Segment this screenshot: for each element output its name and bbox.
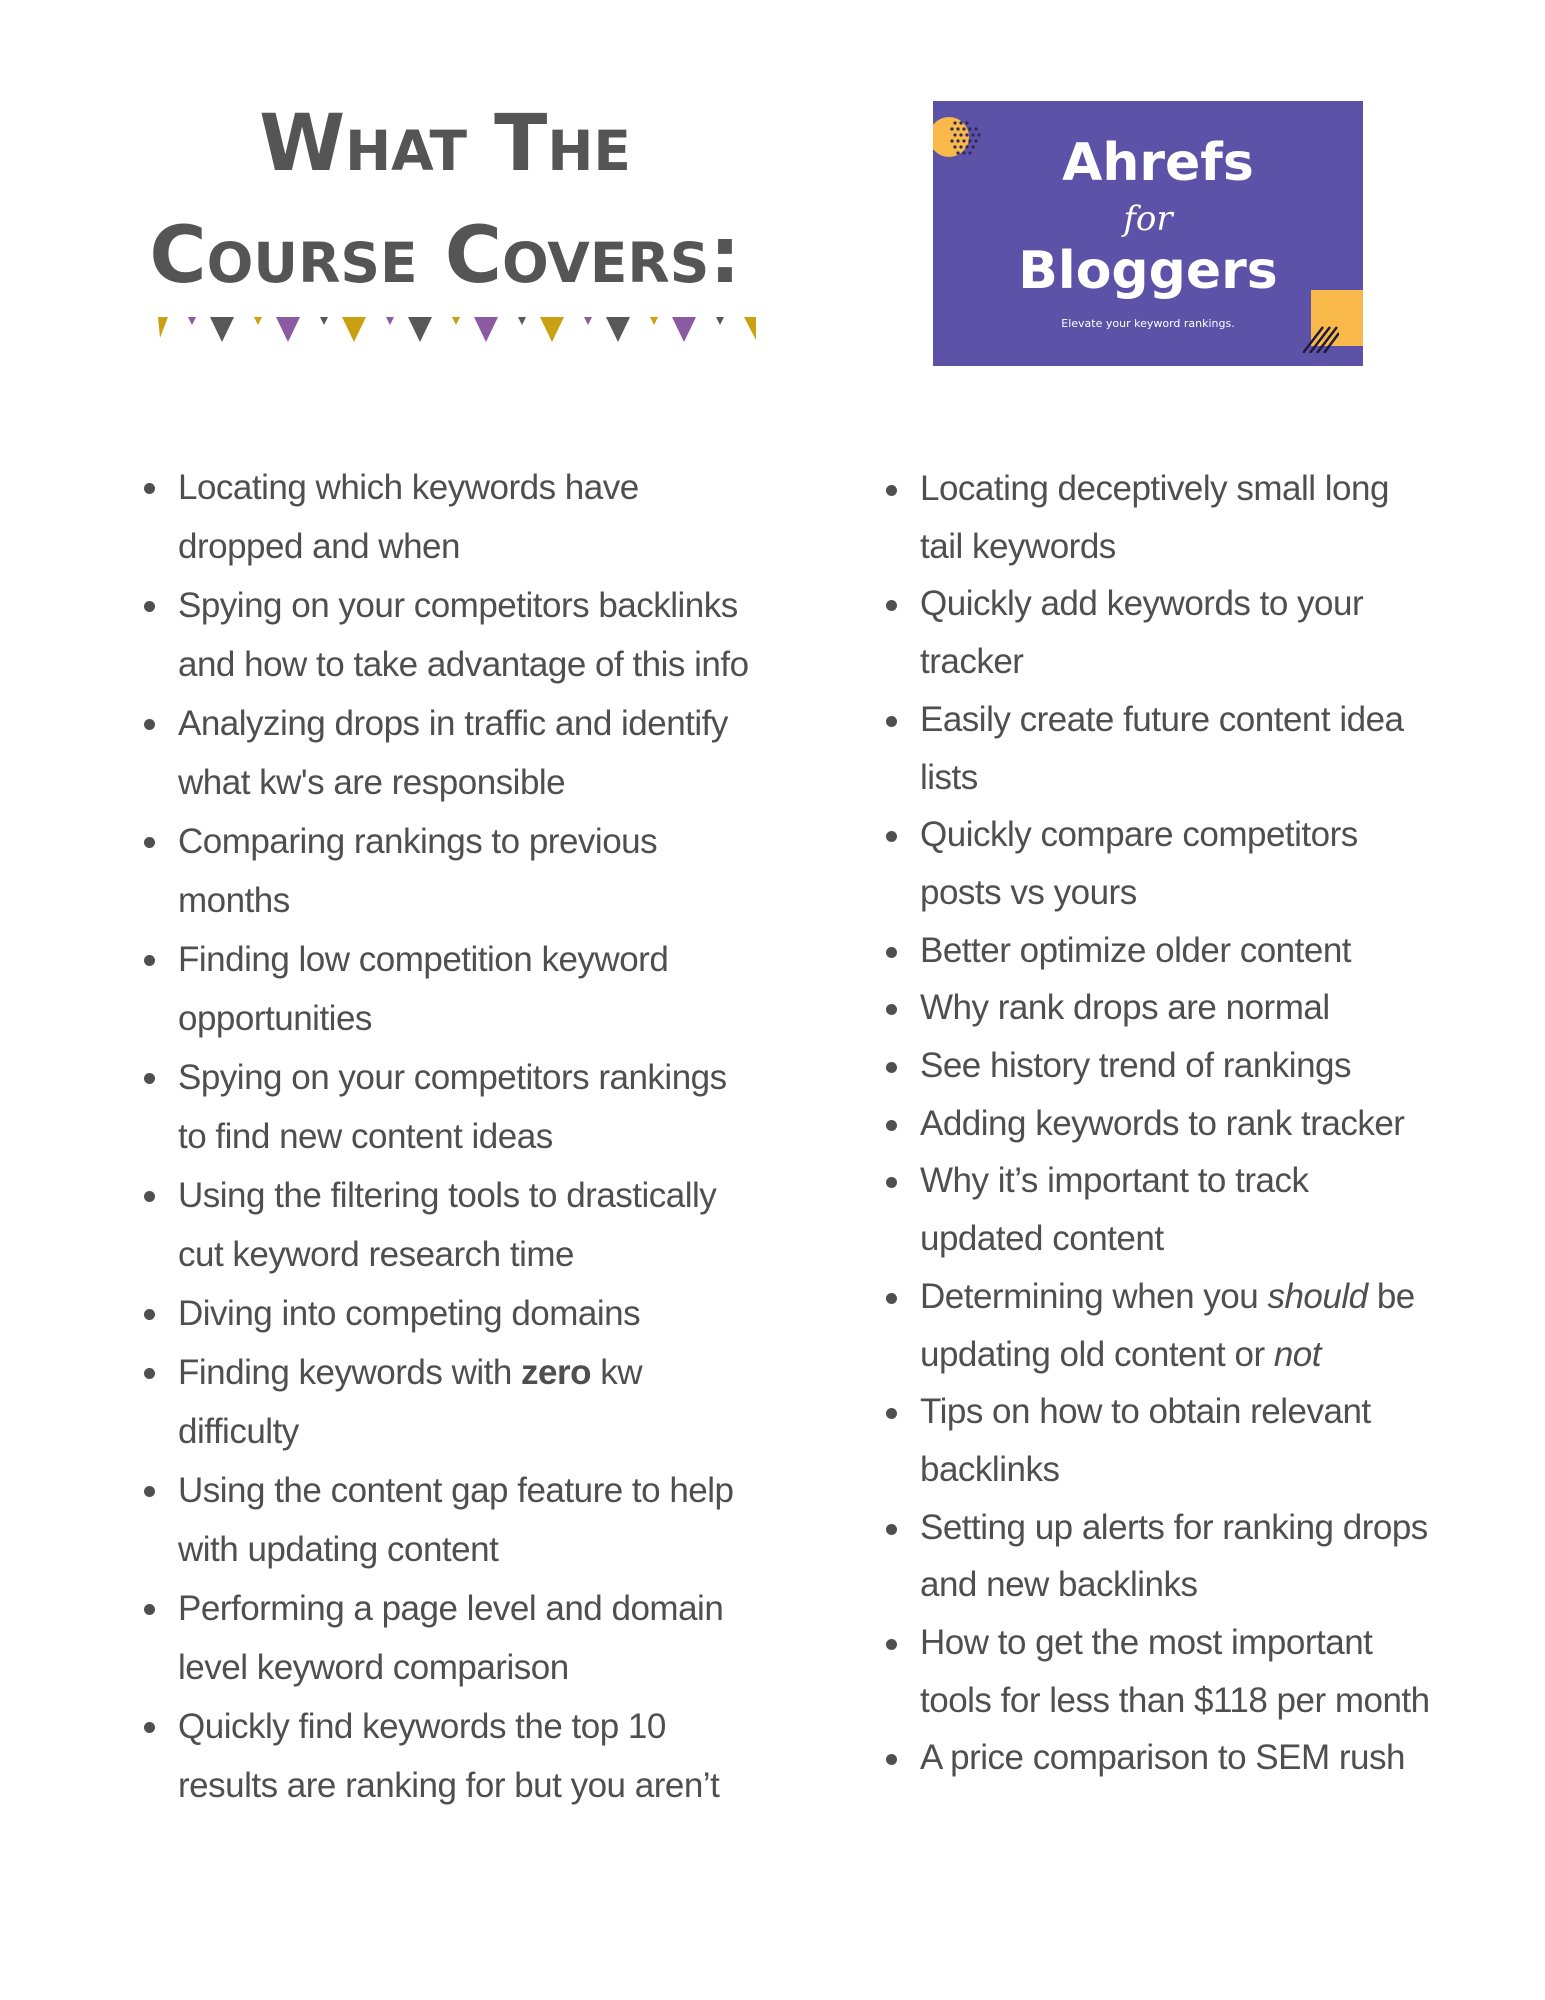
bunting-decoration: [158, 312, 758, 352]
list-item: Using the filtering tools to drastically cut keyword research time: [178, 1166, 778, 1284]
bunting-flag: [540, 317, 564, 342]
bunting-flag: [672, 317, 696, 342]
bunting-flag: [210, 317, 234, 342]
list-item: A price comparison to SEM rush: [920, 1729, 1520, 1787]
bunting-flag: [408, 317, 432, 342]
list-item: Better optimize older content: [920, 922, 1520, 980]
list-item: Spying on your competitors backlinks and how to take advantage of this info: [178, 576, 778, 694]
list-item: Locating which keywords have dropped and when: [178, 458, 778, 576]
bunting-flag: [276, 317, 300, 342]
left-topic-list: [178, 458, 778, 1815]
right-topic-list: [920, 460, 1520, 1787]
list-item: Performing a page level and domain level keyword comparison: [178, 1579, 778, 1697]
page-title-line-2: Course Covers:: [149, 211, 741, 301]
page-title-line-1: What The: [259, 99, 631, 189]
list-item: Quickly compare competitors posts vs yours: [920, 806, 1520, 921]
bunting-flag: [342, 317, 366, 342]
bunting-flag: [320, 317, 328, 325]
banner-tagline: Elevate your keyword rankings.: [1061, 317, 1235, 330]
bunting-flag: [518, 317, 526, 325]
list-item: Diving into competing domains: [178, 1284, 778, 1343]
banner-title-bloggers: Bloggers: [1018, 241, 1278, 301]
list-item: Analyzing drops in traffic and identify what kw's are responsible: [178, 694, 778, 812]
list-item: Finding keywords with zero kw difficulty: [178, 1343, 778, 1461]
list-item: How to get the most important tools for less than $118 per month: [920, 1614, 1520, 1729]
bunting-flag: [584, 317, 592, 325]
list-item: Easily create future content idea lists: [920, 691, 1520, 806]
bunting-flag: [254, 317, 262, 325]
list-item: See history trend of rankings: [920, 1037, 1520, 1095]
list-item: Finding low competition keyword opportunities: [178, 930, 778, 1048]
banner-title-for: for: [1123, 199, 1173, 239]
bunting-flag: [386, 317, 394, 325]
list-item: Why rank drops are normal: [920, 979, 1520, 1037]
bunting-flag: [744, 317, 756, 340]
bunting-flag: [158, 317, 168, 338]
list-item: Adding keywords to rank tracker: [920, 1095, 1520, 1153]
list-item: Quickly add keywords to your tracker: [920, 575, 1520, 690]
page-title: [120, 88, 770, 312]
bunting-flag: [474, 317, 498, 342]
banner-title-ahrefs: Ahrefs: [1062, 133, 1254, 193]
list-item: Comparing rankings to previous months: [178, 812, 778, 930]
list-item: Spying on your competitors rankings to find new content ideas: [178, 1048, 778, 1166]
list-item: Determining when you should be updating old content or not: [920, 1268, 1520, 1383]
course-logo-banner: [933, 101, 1363, 366]
list-item: Locating deceptively small long tail keywords: [920, 460, 1520, 575]
bunting-flag: [650, 317, 658, 325]
list-item: Using the content gap feature to help with updating content: [178, 1461, 778, 1579]
list-item: Why it’s important to track updated content: [920, 1152, 1520, 1267]
list-item: Quickly find keywords the top 10 results are ranking for but you aren’t: [178, 1697, 778, 1815]
list-item: Setting up alerts for ranking drops and new backlinks: [920, 1499, 1520, 1614]
bunting-flag: [716, 317, 724, 325]
bunting-flag: [606, 317, 630, 342]
bunting-flag: [452, 317, 460, 325]
bunting-flag: [188, 317, 196, 325]
list-item: Tips on how to obtain relevant backlinks: [920, 1383, 1520, 1498]
